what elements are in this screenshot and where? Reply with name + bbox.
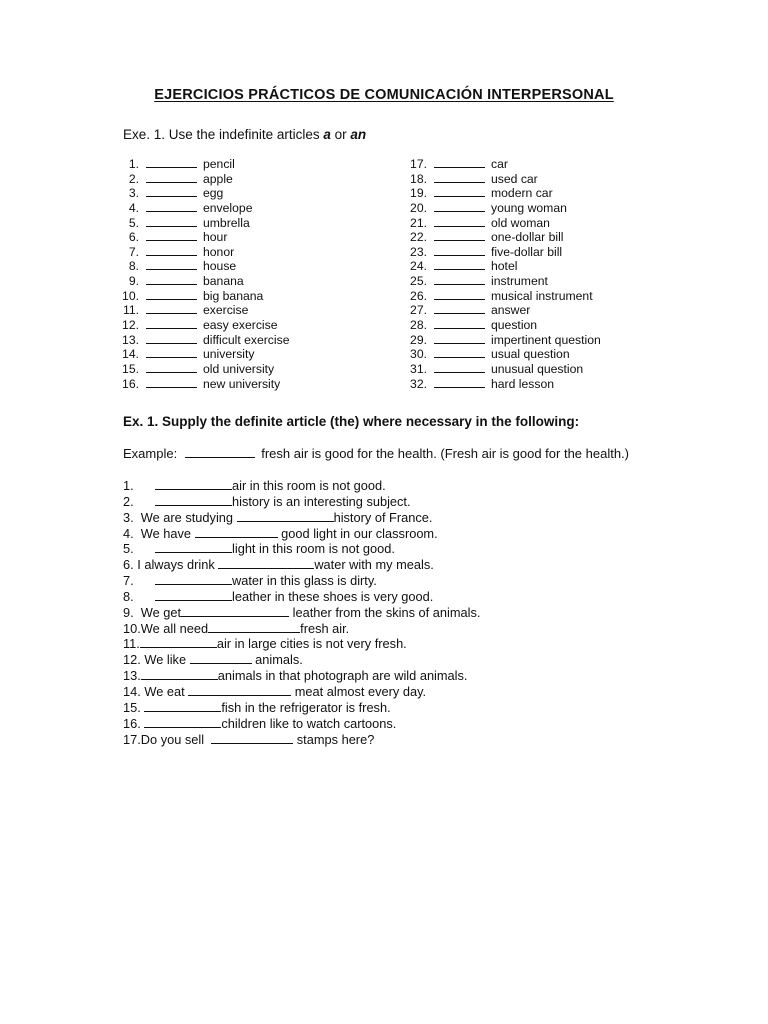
item-text: animals in that photograph are wild animals. bbox=[217, 668, 468, 684]
item-number: 11. bbox=[122, 303, 139, 318]
answer-blank[interactable] bbox=[155, 574, 232, 585]
item-word: umbrella bbox=[203, 215, 250, 230]
item-word: five-dollar bill bbox=[491, 244, 563, 259]
item-text: leather in these shoes is very good. bbox=[232, 588, 434, 604]
answer-blank[interactable] bbox=[434, 157, 485, 168]
answer-blank[interactable] bbox=[146, 289, 197, 300]
item-number: 13. bbox=[122, 332, 139, 347]
item-word: big banana bbox=[203, 288, 264, 303]
answer-blank[interactable] bbox=[434, 377, 485, 388]
item-word: one-dollar bill bbox=[491, 230, 564, 245]
exercise1-item bbox=[116, 230, 376, 245]
item-number: 32. bbox=[410, 376, 427, 391]
answer-blank[interactable] bbox=[434, 303, 485, 314]
item-number: 14. bbox=[122, 347, 139, 362]
item-word: hard lesson bbox=[491, 376, 555, 391]
exercise1-item bbox=[404, 201, 664, 216]
answer-blank[interactable] bbox=[188, 685, 291, 696]
exercise2-item bbox=[123, 573, 663, 589]
item-number: 17. bbox=[410, 157, 427, 171]
item-prefix: 16. bbox=[123, 715, 145, 731]
exercise1-item bbox=[404, 318, 664, 333]
item-word: musical instrument bbox=[491, 288, 593, 303]
item-text: meat almost every day. bbox=[291, 683, 427, 699]
item-word: hour bbox=[203, 230, 228, 245]
answer-blank[interactable] bbox=[155, 590, 232, 601]
item-word: modern car bbox=[491, 186, 553, 201]
answer-blank[interactable] bbox=[434, 259, 485, 270]
answer-blank[interactable] bbox=[155, 479, 232, 490]
item-word: difficult exercise bbox=[203, 332, 290, 347]
exercise1-item bbox=[404, 157, 664, 172]
answer-blank[interactable] bbox=[434, 274, 485, 285]
article-an: an bbox=[350, 127, 367, 142]
item-word: used car bbox=[491, 171, 538, 186]
exercise2-item bbox=[123, 684, 663, 700]
item-word: unusual question bbox=[491, 361, 584, 376]
item-word: honor bbox=[203, 244, 235, 259]
item-number: 16. bbox=[122, 376, 139, 391]
item-number: 20. bbox=[410, 200, 427, 215]
item-prefix: 2. bbox=[123, 493, 156, 509]
answer-blank[interactable] bbox=[146, 333, 197, 344]
answer-blank[interactable] bbox=[434, 362, 485, 373]
item-number: 24. bbox=[410, 259, 427, 274]
item-word: easy exercise bbox=[203, 318, 278, 333]
item-number: 3. bbox=[128, 186, 139, 201]
exercise1-item bbox=[116, 172, 376, 187]
item-prefix: 13. bbox=[123, 668, 141, 684]
answer-blank[interactable] bbox=[155, 495, 232, 506]
item-number: 21. bbox=[410, 215, 427, 230]
item-number: 5. bbox=[128, 215, 139, 230]
exercise1-heading bbox=[123, 127, 366, 142]
answer-blank[interactable] bbox=[155, 542, 232, 553]
exercise1-item bbox=[116, 245, 376, 260]
item-text: air in large cities is not very fresh. bbox=[216, 636, 407, 652]
item-text: history of France. bbox=[333, 509, 433, 525]
exercise2-item bbox=[123, 541, 663, 557]
answer-blank[interactable] bbox=[141, 669, 218, 680]
answer-blank[interactable] bbox=[146, 318, 197, 329]
answer-blank[interactable] bbox=[146, 362, 197, 373]
article-a: a bbox=[323, 127, 331, 142]
exercise2-item bbox=[123, 494, 663, 510]
item-word: apple bbox=[203, 171, 233, 186]
exercise1-item bbox=[116, 318, 376, 333]
item-number: 1. bbox=[128, 157, 139, 171]
item-number: 31. bbox=[410, 361, 427, 376]
item-text: air in this room is not good. bbox=[232, 478, 386, 493]
item-prefix: 14. We eat bbox=[123, 683, 189, 699]
exercise1-item bbox=[116, 274, 376, 289]
exercise1-item bbox=[404, 216, 664, 231]
exercise2-item bbox=[123, 526, 663, 542]
item-number: 15. bbox=[122, 361, 139, 376]
exercise1-item bbox=[116, 157, 376, 172]
exercise2-item bbox=[123, 557, 663, 573]
item-word: usual question bbox=[491, 347, 570, 362]
answer-blank[interactable] bbox=[144, 717, 221, 728]
answer-blank[interactable] bbox=[190, 653, 252, 664]
exercise1-item bbox=[116, 259, 376, 274]
item-text: leather from the skins of animals. bbox=[289, 604, 481, 620]
exercise1-heading-or: or bbox=[330, 127, 351, 142]
item-word: old university bbox=[203, 361, 275, 376]
exercise1-item bbox=[404, 362, 664, 377]
answer-blank[interactable] bbox=[146, 347, 197, 358]
exercise2-example bbox=[123, 446, 629, 461]
exercise2-item bbox=[123, 732, 663, 748]
item-number: 10. bbox=[122, 288, 139, 303]
example-text: fresh air is good for the health. (Fresh air is good for the health.) bbox=[261, 446, 630, 461]
example-blank[interactable] bbox=[185, 447, 255, 458]
exercise1-item bbox=[116, 201, 376, 216]
exercise1-right-column bbox=[404, 157, 664, 391]
answer-blank[interactable] bbox=[434, 172, 485, 183]
answer-blank[interactable] bbox=[146, 245, 197, 256]
exercise2-item bbox=[123, 478, 663, 494]
answer-blank[interactable] bbox=[181, 606, 289, 617]
exercise2-item bbox=[123, 652, 663, 668]
item-prefix: 12. We like bbox=[123, 652, 190, 668]
exercise1-item bbox=[404, 347, 664, 362]
answer-blank[interactable] bbox=[146, 216, 197, 227]
item-number: 26. bbox=[410, 288, 427, 303]
exercise1-item bbox=[404, 377, 664, 392]
item-prefix: 1. bbox=[123, 478, 156, 493]
item-prefix: 7. bbox=[123, 573, 156, 589]
item-prefix: 15. bbox=[123, 699, 145, 715]
item-prefix: 10.We all need bbox=[123, 620, 209, 636]
answer-blank[interactable] bbox=[146, 259, 197, 270]
item-text: water in this glass is dirty. bbox=[232, 573, 377, 589]
answer-blank[interactable] bbox=[434, 186, 485, 197]
answer-blank[interactable] bbox=[237, 511, 334, 522]
item-word: impertinent question bbox=[491, 332, 601, 347]
item-word: house bbox=[203, 259, 237, 274]
item-prefix: 9. We get bbox=[123, 604, 182, 620]
item-text: fish in the refrigerator is fresh. bbox=[221, 699, 391, 715]
item-prefix: 3. We are studying bbox=[123, 509, 237, 525]
answer-blank[interactable] bbox=[208, 622, 300, 633]
item-number: 27. bbox=[410, 303, 427, 318]
exercise1-item bbox=[116, 362, 376, 377]
item-word: egg bbox=[203, 186, 224, 201]
answer-blank[interactable] bbox=[140, 637, 217, 648]
item-text: stamps here? bbox=[293, 731, 375, 747]
item-number: 12. bbox=[122, 318, 139, 333]
item-number: 19. bbox=[410, 186, 427, 201]
exercise1-item bbox=[116, 289, 376, 304]
item-number: 7. bbox=[128, 244, 139, 259]
exercise2-item bbox=[123, 636, 663, 652]
item-prefix: 8. bbox=[123, 588, 156, 604]
item-prefix: 5. bbox=[123, 541, 156, 557]
answer-blank[interactable] bbox=[146, 201, 197, 212]
answer-blank[interactable] bbox=[146, 303, 197, 314]
item-word: hotel bbox=[491, 259, 518, 274]
exercise1-item bbox=[116, 347, 376, 362]
item-text: water with my meals. bbox=[314, 557, 434, 573]
item-word: answer bbox=[491, 303, 531, 318]
exercise1-item bbox=[116, 377, 376, 392]
exercise2-item bbox=[123, 716, 663, 732]
item-number: 23. bbox=[410, 244, 427, 259]
exercise1-item bbox=[404, 289, 664, 304]
item-text: children like to watch cartoons. bbox=[221, 715, 397, 731]
item-number: 18. bbox=[410, 171, 427, 186]
item-word: university bbox=[203, 347, 255, 362]
item-word: exercise bbox=[203, 303, 249, 318]
item-number: 30. bbox=[410, 347, 427, 362]
exercise2-heading: Ex. 1. Supply the definite article (the) where necessary in the following: bbox=[123, 414, 580, 429]
item-text: light in this room is not good. bbox=[232, 541, 395, 557]
exercise1-item bbox=[116, 333, 376, 348]
item-number: 2. bbox=[128, 171, 139, 186]
item-text: fresh air. bbox=[300, 620, 350, 636]
item-number: 22. bbox=[410, 230, 427, 245]
answer-blank[interactable] bbox=[434, 216, 485, 227]
answer-blank[interactable] bbox=[146, 377, 197, 388]
exercise1-left-column bbox=[116, 157, 376, 391]
answer-blank[interactable] bbox=[146, 230, 197, 241]
item-word: young woman bbox=[491, 200, 567, 215]
answer-blank[interactable] bbox=[218, 558, 314, 569]
answer-blank[interactable] bbox=[146, 274, 197, 285]
exercise1-item bbox=[404, 274, 664, 289]
exercise2-list bbox=[123, 478, 663, 747]
item-word: old woman bbox=[491, 215, 550, 230]
item-word: banana bbox=[203, 274, 244, 289]
item-text: good light in our classroom. bbox=[277, 525, 438, 541]
exercise1-item bbox=[404, 259, 664, 274]
item-word: new university bbox=[203, 376, 281, 391]
answer-blank[interactable] bbox=[195, 527, 278, 538]
item-word: pencil bbox=[203, 157, 235, 171]
answer-blank[interactable] bbox=[211, 733, 293, 744]
item-number: 25. bbox=[410, 274, 427, 289]
answer-blank[interactable] bbox=[146, 157, 197, 168]
item-text: history is an interesting subject. bbox=[232, 493, 411, 509]
page-title: EJERCICIOS PRÁCTICOS DE COMUNICACIÓN INTERPERSONAL bbox=[154, 87, 614, 103]
answer-blank[interactable] bbox=[434, 201, 485, 212]
answer-blank[interactable] bbox=[146, 186, 197, 197]
answer-blank[interactable] bbox=[146, 172, 197, 183]
answer-blank[interactable] bbox=[434, 245, 485, 256]
item-word: question bbox=[491, 318, 538, 333]
item-prefix: 11. bbox=[123, 636, 140, 652]
answer-blank[interactable] bbox=[434, 347, 485, 358]
item-number: 6. bbox=[128, 230, 139, 245]
exercise1-item bbox=[404, 172, 664, 187]
exercise1-item bbox=[404, 230, 664, 245]
exercise1-item bbox=[404, 245, 664, 260]
exercise1-item bbox=[116, 186, 376, 201]
answer-blank[interactable] bbox=[434, 333, 485, 344]
item-prefix: 17.Do you sell bbox=[123, 731, 212, 747]
answer-blank[interactable] bbox=[144, 701, 221, 712]
exercise1-item bbox=[116, 216, 376, 231]
answer-blank[interactable] bbox=[434, 318, 485, 329]
item-word: car bbox=[491, 157, 508, 171]
exercise2-item bbox=[123, 589, 663, 605]
exercise1-heading-prefix: Exe. 1. Use the indefinite articles bbox=[123, 127, 324, 142]
item-number: 29. bbox=[410, 332, 427, 347]
item-number: 9. bbox=[128, 274, 139, 289]
item-number: 8. bbox=[128, 259, 139, 274]
exercise2-item bbox=[123, 668, 663, 684]
item-word: envelope bbox=[203, 200, 253, 215]
exercise2-item bbox=[123, 510, 663, 526]
item-prefix: 4. We have bbox=[123, 525, 195, 541]
item-word: instrument bbox=[491, 274, 548, 289]
exercise2-item bbox=[123, 605, 663, 621]
exercise2-item bbox=[123, 700, 663, 716]
exercise1-item bbox=[116, 303, 376, 318]
exercise1-item bbox=[404, 333, 664, 348]
exercise1-item bbox=[404, 186, 664, 201]
exercise2-item bbox=[123, 621, 663, 637]
answer-blank[interactable] bbox=[434, 230, 485, 241]
answer-blank[interactable] bbox=[434, 289, 485, 300]
item-number: 28. bbox=[410, 318, 427, 333]
example-label: Example: bbox=[123, 446, 178, 461]
exercise1-item bbox=[404, 303, 664, 318]
item-prefix: 6. I always drink bbox=[123, 557, 219, 573]
item-text: animals. bbox=[251, 652, 303, 668]
item-number: 4. bbox=[128, 200, 139, 215]
